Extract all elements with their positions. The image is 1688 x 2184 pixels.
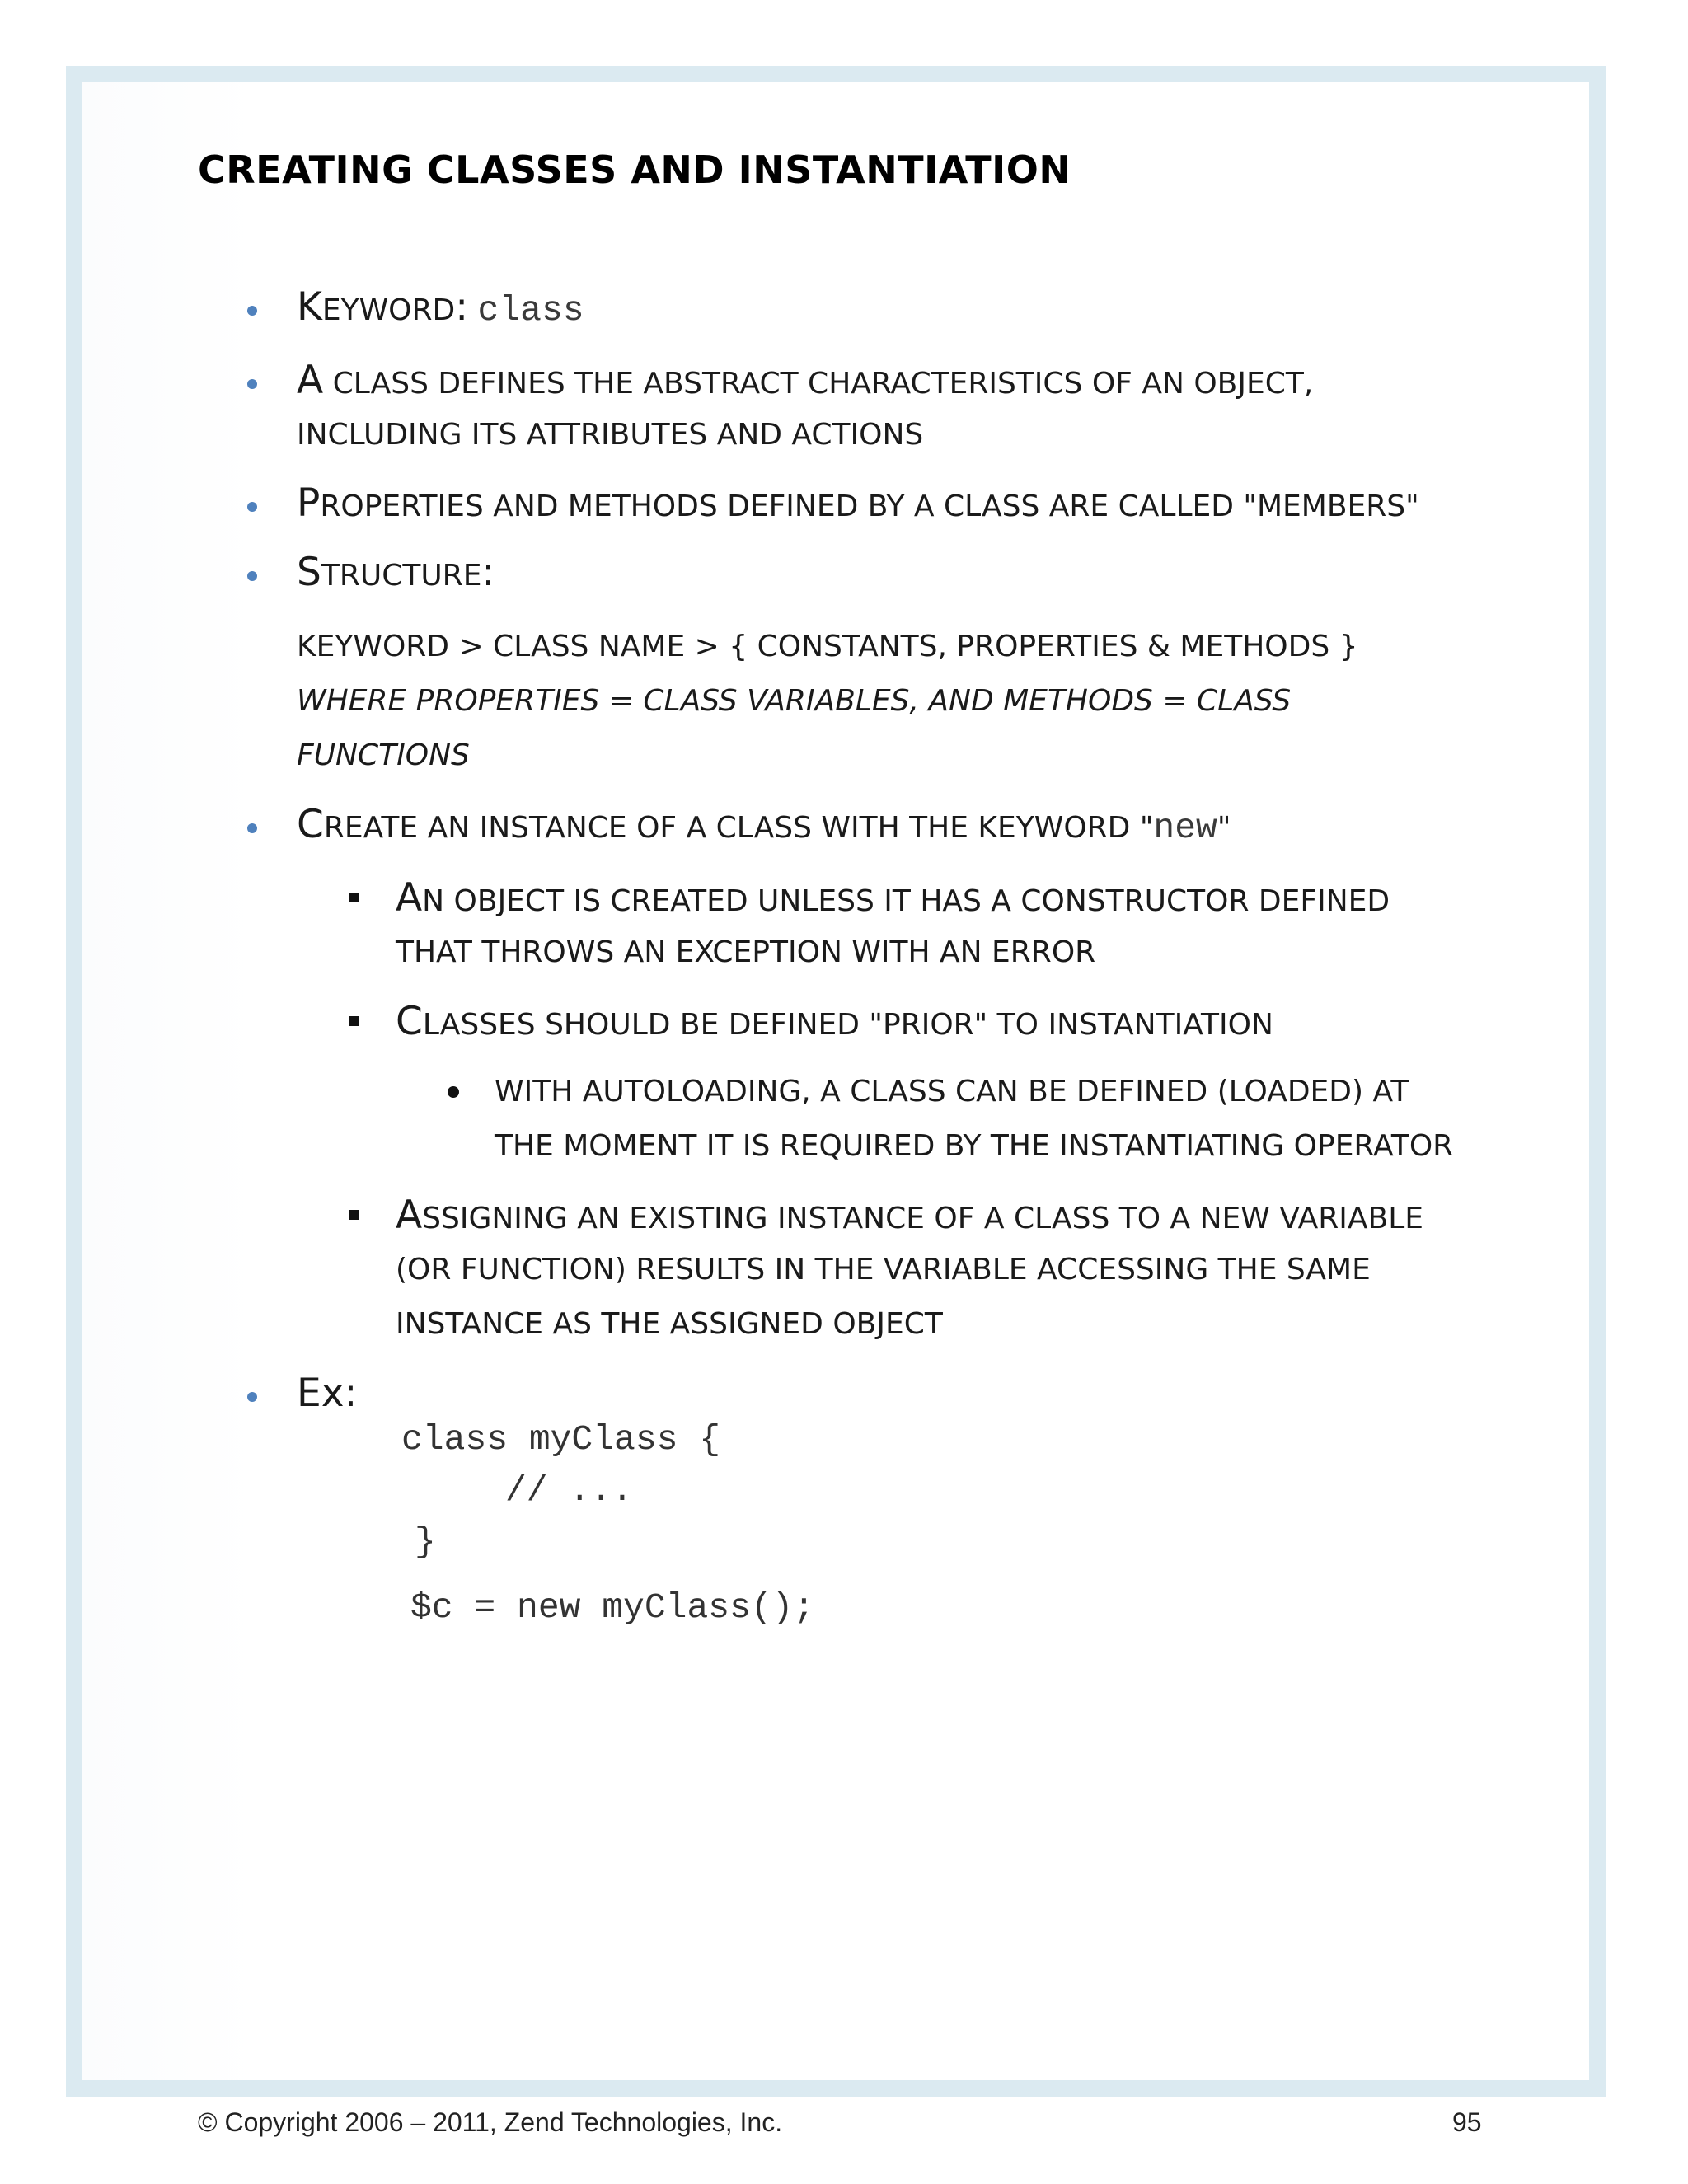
sub-bullet-prior: CLASSES SHOULD BE DEFINED "PRIOR" TO INSTANTIATION bbox=[396, 999, 1273, 1044]
sub-bullet-object-created: AN OBJECT IS CREATED UNLESS IT HAS A CONSTRUCTOR DEFINED bbox=[396, 875, 1390, 921]
structure-note-line2: FUNCTIONS bbox=[297, 738, 470, 772]
structure-detail: KEYWORD > CLASS NAME > { CONSTANTS, PROPERTIES & METHODS } bbox=[297, 630, 1358, 663]
code-line: class myClass { bbox=[401, 1419, 721, 1460]
sub-sub-bullet-autoload-line2: THE MOMENT IT IS REQUIRED BY THE INSTANTIATING OPERATOR bbox=[495, 1129, 1454, 1163]
sub-sub-bullet-autoload: WITH AUTOLOADING, A CLASS CAN BE DEFINED (LOADED) AT bbox=[495, 1075, 1409, 1108]
bullet-members: PROPERTIES AND METHODS DEFINED BY A CLASS ARE CALLED "MEMBERS" bbox=[297, 480, 1419, 526]
bullet-structure: STRUCTURE: bbox=[297, 550, 495, 595]
sub-bullet-assign-line3: INSTANCE AS THE ASSIGNED OBJECT bbox=[396, 1307, 943, 1341]
structure-note: WHERE PROPERTIES = CLASS VARIABLES, AND METHODS = CLASS bbox=[297, 684, 1292, 718]
keyword-new: new bbox=[1153, 808, 1217, 848]
bullet-dot bbox=[247, 571, 257, 581]
sub-bullet-assign-line2: (OR FUNCTION) RESULTS IN THE VARIABLE ACCESSING THE SAME bbox=[396, 1253, 1371, 1286]
footer-copyright: © Copyright 2006 – 2011, Zend Technologies, Inc. bbox=[198, 2107, 783, 2137]
bullet-dot bbox=[247, 379, 257, 389]
bullet-class-defines: A CLASS DEFINES THE ABSTRACT CHARACTERISTICS OF AN OBJECT, bbox=[297, 358, 1314, 403]
code-line: // ... bbox=[505, 1470, 633, 1511]
bullet-dot bbox=[247, 823, 257, 833]
sub-bullet-square bbox=[349, 1016, 359, 1026]
bullet-class-defines-line2: INCLUDING ITS ATTRIBUTES AND ACTIONS bbox=[297, 418, 924, 452]
sub-bullet-square bbox=[349, 1210, 359, 1220]
bullet-keyword: KEYWORD: class bbox=[297, 284, 584, 330]
code-line: } bbox=[415, 1521, 436, 1562]
sub-bullet-object-created-line2: THAT THROWS AN EXCEPTION WITH AN ERROR bbox=[396, 935, 1096, 969]
page-title: CREATING CLASSES AND INSTANTIATION bbox=[198, 148, 1071, 192]
sub-sub-bullet-dot bbox=[448, 1086, 459, 1098]
bullet-dot bbox=[247, 502, 257, 512]
example-label: Ex: bbox=[297, 1371, 358, 1416]
bullet-dot bbox=[247, 1392, 257, 1402]
sub-bullet-assign: ASSIGNING AN EXISTING INSTANCE OF A CLASS TO A NEW VARIABLE bbox=[396, 1193, 1424, 1238]
bullet-create-instance: CREATE AN INSTANCE OF A CLASS WITH THE KEYWORD "new" bbox=[297, 802, 1231, 848]
sub-bullet-square bbox=[349, 893, 359, 902]
footer-page-number: 95 bbox=[1452, 2107, 1482, 2137]
bullet-dot bbox=[247, 306, 257, 316]
keyword-class: class bbox=[477, 290, 584, 330]
code-line: $c = new myClass(); bbox=[410, 1587, 815, 1628]
